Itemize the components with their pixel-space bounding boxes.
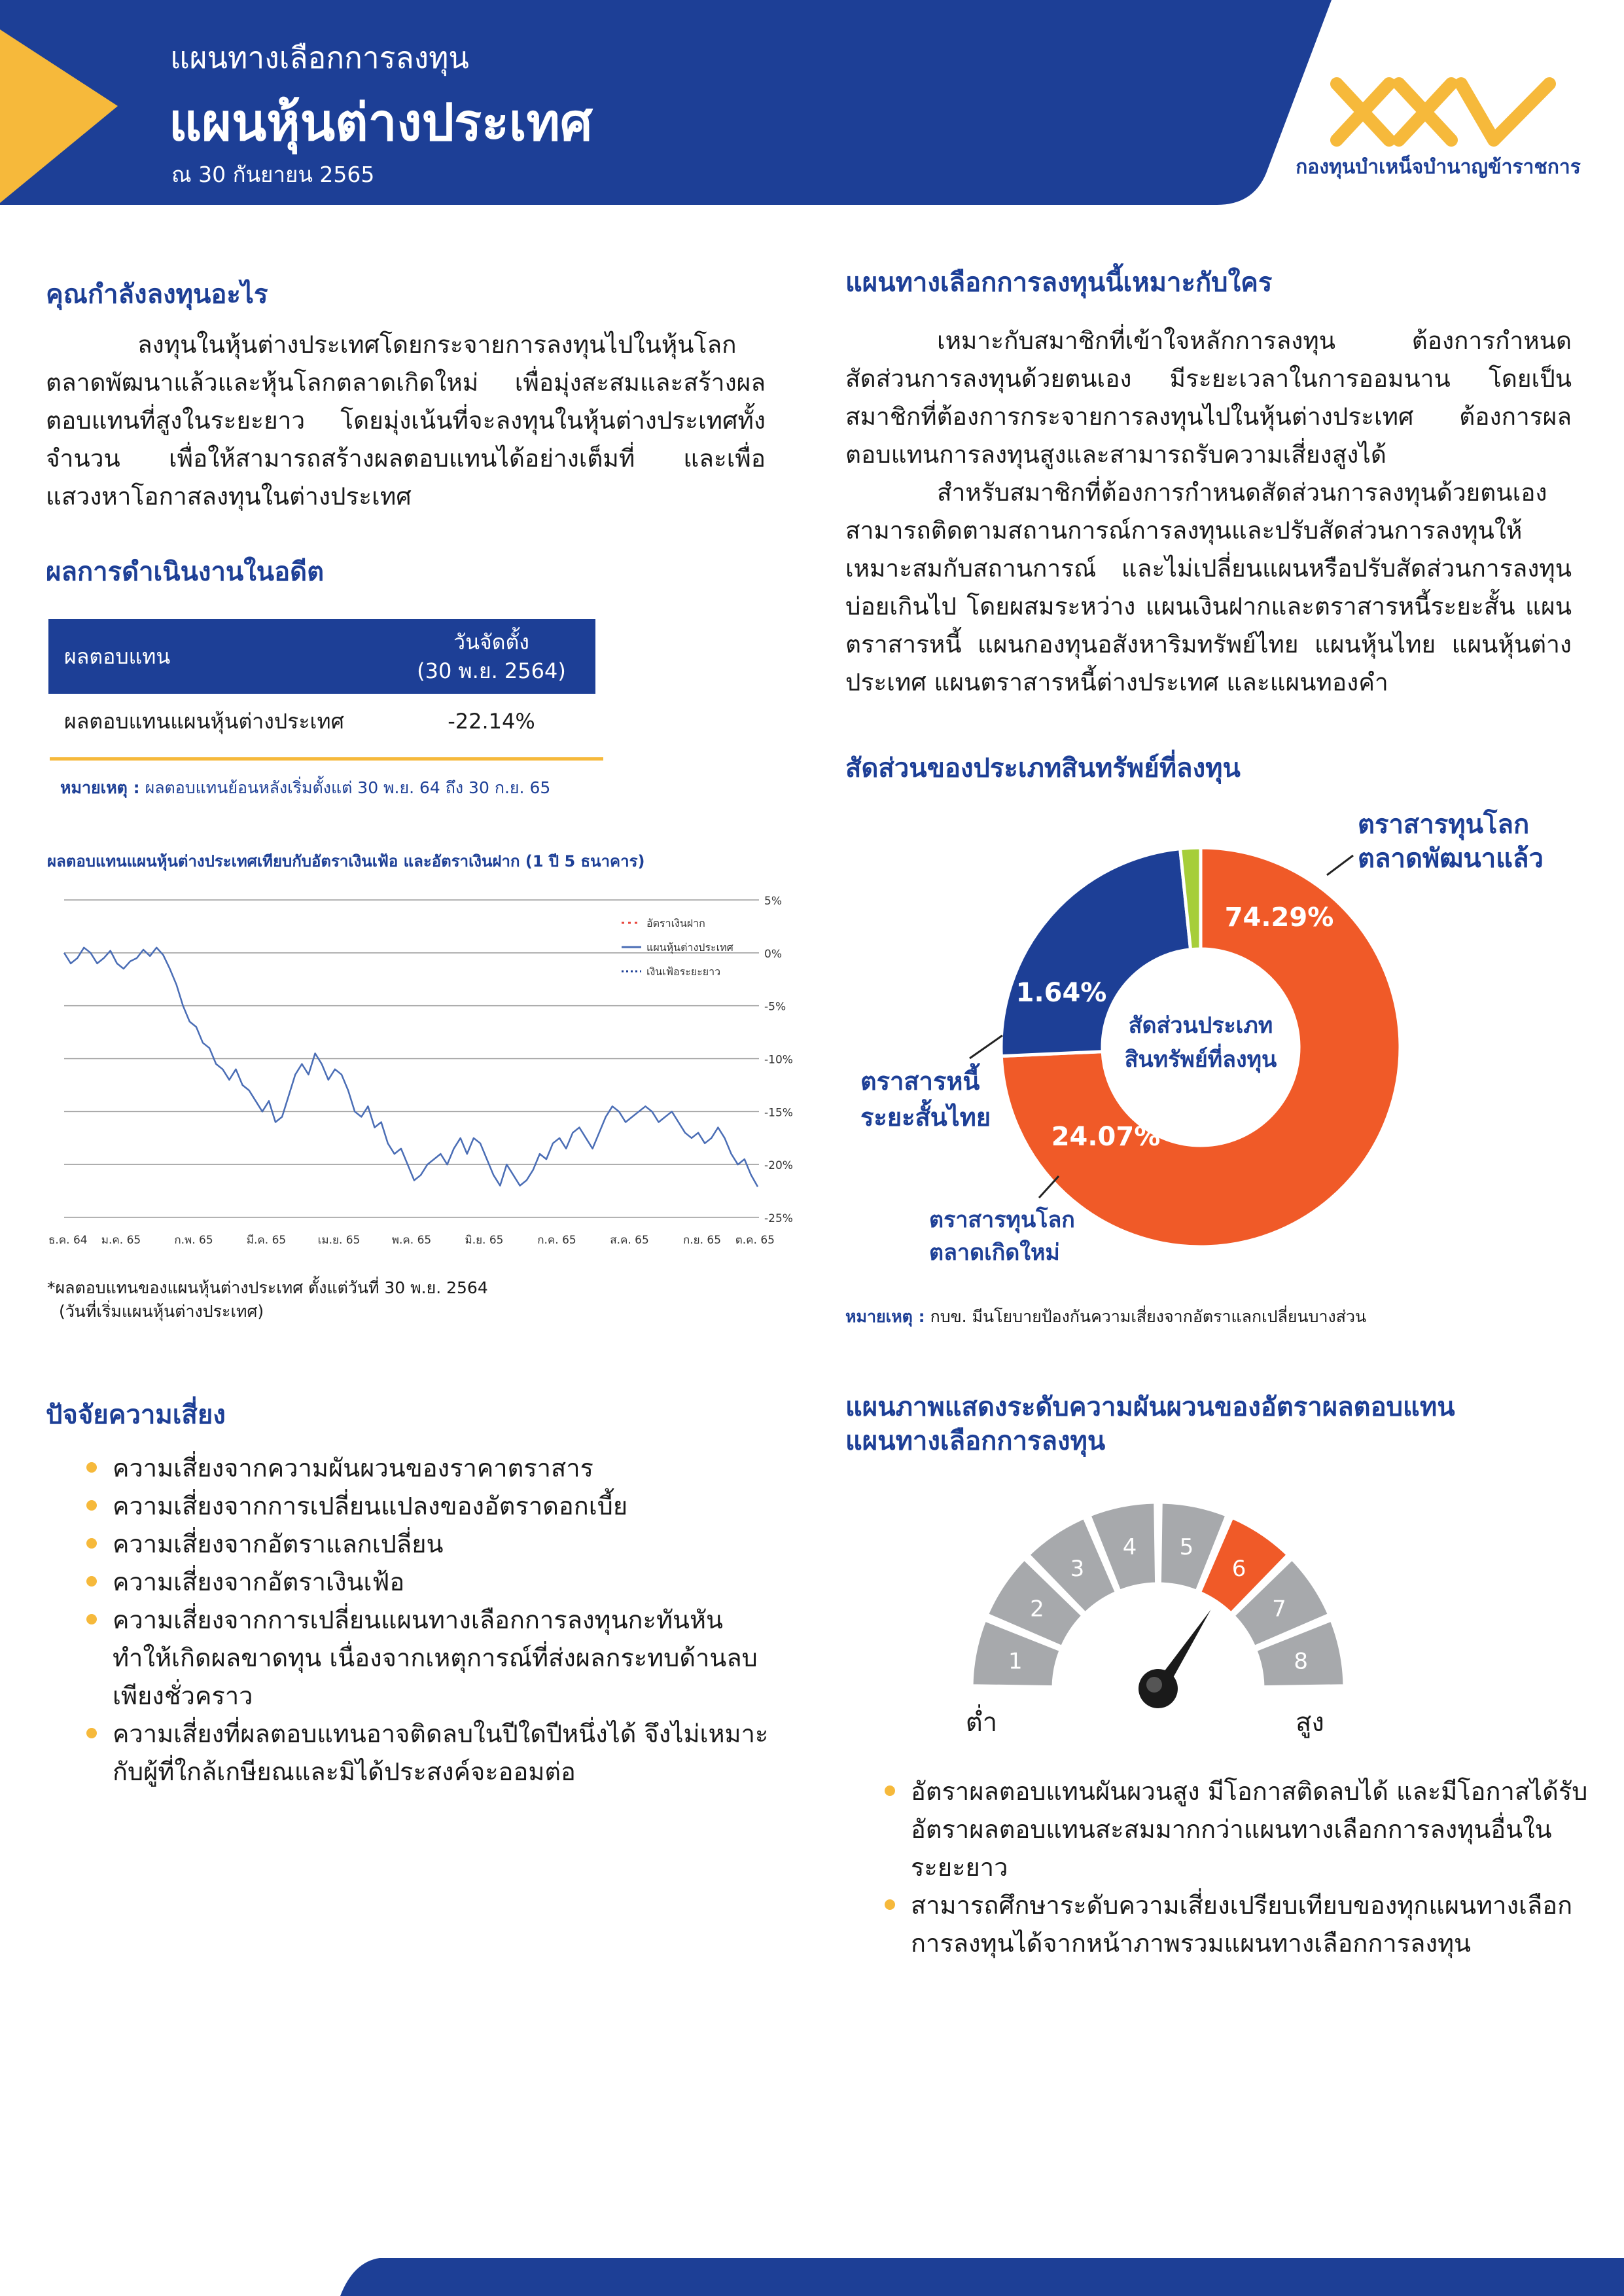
volatility-bullet-item-text: สามารถศึกษาระดับความเสี่ยงเปรียบเทียบของทุกแผนทางเลือกการลงทุนได้จากหน้าภาพรวมแผนทางเลือกการลงทุน — [911, 1891, 1573, 1958]
allocation-note — [845, 1304, 1366, 1330]
slice-category-label-line2: ระยะสั้นไทย — [860, 1103, 991, 1132]
risk-factor-item — [86, 1487, 773, 1525]
slice-percent-label: 74.29% — [1224, 903, 1334, 933]
gauge-level-label: 4 — [1122, 1534, 1137, 1560]
bullet-dot-icon — [885, 1785, 895, 1796]
risk-factor-item-text: ความเสี่ยงจากการเปลี่ยนแปลงของอัตราดอกเบี้ย — [113, 1492, 628, 1520]
risk-factor-item-text: ความเสี่ยงจากการเปลี่ยนแผนทางเลือกการลงทุนกะทันหันทำให้เกิดผลขาดทุน เนื่องจากเหตุการณ์ที่ส่งผลกระทบด้านลบเพียงชั่วคราว — [113, 1605, 758, 1710]
y-tick-label: -10% — [764, 1053, 793, 1067]
x-tick-label: ส.ค. 65 — [610, 1234, 649, 1247]
allocation-note-text: กบข. มีนโยบายป้องกันความเสี่ยงจากอัตราแลกเปลี่ยนบางส่วน — [930, 1307, 1367, 1326]
what-invest-text: ลงทุนในหุ้นต่างประเทศโดยกระจายการลงทุนไปในหุ้นโลกตลาดพัฒนาแล้วและหุ้นโลกตลาดเกิดใหม่ เพื่อมุ่งสะสมและสร้างผลตอบแทนที่สูงในระยะยาว โดยมุ่งเน้นที่จะลงทุนในหุ้นต่างประเทศทั้งจำนวน เพื่อให้สามารถสร้างผลตอบแทนได้อย่างเต็มที่ และเพื่อแสวงหาโอกาสลงทุนในต่างประเทศ — [46, 331, 766, 511]
table-row — [48, 694, 595, 749]
bullet-dot-icon — [86, 1538, 97, 1549]
chart-footnote-line1: *ผลตอบแทนของแผนหุ้นต่างประเทศ ตั้งแต่วันที่ 30 พ.ย. 2564 — [47, 1278, 488, 1297]
gauge-level-label: 7 — [1272, 1596, 1286, 1623]
risk-factor-list — [86, 1449, 773, 1791]
chart-footnote — [47, 1276, 488, 1323]
gauge-level-label: 2 — [1030, 1596, 1044, 1623]
suitable-text-2: สำหรับสมาชิกที่ต้องการกำหนดสัดส่วนการลงทุนด้วยตนเอง สามารถติดตามสถานการณ์การลงทุนและปรับสัดส่วนการลงทุนให้เหมาะสมกับสถานการณ์ และไม่เปลี่ยนแผนหรือปรับสัดส่วนการลงทุนบ่อยเกินไป โดยผสมระหว่าง แผนเงินฝากและตราสารหนี้ระยะสั้น แผนตราสารหนี้ แผนกองทุนอสังหาริมทรัพย์ไทย แผนหุ้นไทย แผนหุ้นต่างประเทศ แผนตราสารหนี้ต่างประเทศ และแผนทองคำ — [845, 478, 1572, 696]
header-title: แผนหุ้นต่างประเทศ — [169, 94, 593, 152]
col-header-inception-line1: วันจัดตั้ง — [453, 630, 529, 655]
risk-factor-item-text: ความเสี่ยงจากอัตราแลกเปลี่ยน — [113, 1530, 444, 1558]
section-title-allocation: สัดส่วนของประเภทสินทรัพย์ที่ลงทุน — [845, 753, 1241, 783]
section-title-volatility — [845, 1390, 1455, 1458]
gauge-level-label: 6 — [1231, 1555, 1246, 1582]
gauge-level-label: 5 — [1179, 1534, 1194, 1560]
x-tick-label: ก.ค. 65 — [537, 1234, 576, 1247]
volatility-title-line2: แผนทางเลือกการลงทุน — [845, 1426, 1106, 1456]
slice-category-label-line1: ตราสารหนี้ — [860, 1067, 980, 1096]
suitable-text-1: เหมาะกับสมาชิกที่เข้าใจหลักการลงทุน ต้องการกำหนดสัดส่วนการลงทุนด้วยตนเอง มีระยะเวลาในการออมนาน โดยเป็นสมาชิกที่ต้องการกระจายการลงทุนไปในหุ้นต่างประเทศ ต้องการผลตอบแทนการลงทุนสูงและสามารถรับความเสี่ยงสูงได้ — [845, 327, 1572, 469]
y-tick-label: 0% — [764, 947, 782, 961]
header-subtitle: แผนทางเลือกการลงทุน — [170, 40, 469, 75]
footer-band-shape — [340, 2258, 1624, 2296]
x-tick-label: ม.ค. 65 — [101, 1234, 141, 1247]
footer-band — [0, 2258, 1624, 2296]
risk-factor-item — [86, 1449, 773, 1487]
performance-note-text: ผลตอบแทนย้อนหลังเริ่มตั้งแต่ 30 พ.ย. 64 ถึง 30 ก.ย. 65 — [145, 778, 551, 797]
slice-category-label-line1: ตราสารทุนโลก — [1358, 810, 1530, 840]
risk-factor-item-text: ความเสี่ยงจากความผันผวนของราคาตราสาร — [113, 1454, 593, 1482]
y-tick-label: 5% — [764, 895, 782, 908]
allocation-note-label: หมายเหตุ : — [845, 1307, 925, 1326]
gauge-needle-hub-highlight — [1146, 1677, 1162, 1693]
bullet-dot-icon — [885, 1899, 895, 1910]
legend-label: อัตราเงินฝาก — [646, 917, 705, 929]
volatility-bullet-item — [885, 1772, 1598, 1886]
x-tick-label: ก.พ. 65 — [174, 1234, 213, 1247]
suitable-paragraph-2 — [845, 474, 1572, 702]
leader-line — [1327, 855, 1353, 875]
donut-center-label-line2: สินทรัพย์ที่ลงทุน — [1124, 1047, 1277, 1073]
bullet-dot-icon — [86, 1728, 97, 1738]
volatility-title-line1: แผนภาพแสดงระดับความผันผวนของอัตราผลตอบแทน — [845, 1392, 1455, 1422]
legend-label: แผนหุ้นต่างประเทศ — [646, 941, 733, 954]
volatility-bullet-list — [885, 1772, 1598, 1962]
performance-note-label: หมายเหตุ : — [60, 778, 140, 797]
risk-factor-item — [86, 1715, 773, 1791]
slice-category-label-line2: ตลาดพัฒนาแล้ว — [1358, 844, 1544, 874]
table-divider — [50, 757, 603, 761]
section-title-past-performance: ผลการดำเนินงานในอดีต — [46, 557, 325, 587]
risk-factor-item — [86, 1601, 773, 1715]
bullet-dot-icon — [86, 1462, 97, 1473]
col-header-inception — [387, 619, 595, 694]
volatility-bullet-item — [885, 1886, 1598, 1962]
risk-factor-item-text: ความเสี่ยงที่ผลตอบแทนอาจติดลบในปีใดปีหนึ่งได้ จึงไม่เหมาะกับผู้ที่ใกล้เกษียณและมิได้ประสงค์จะออมต่อ — [113, 1719, 769, 1786]
bullet-dot-icon — [86, 1614, 97, 1624]
section-title-what-invest: คุณกำลังลงทุนอะไร — [46, 279, 268, 310]
bullet-dot-icon — [86, 1500, 97, 1511]
y-tick-label: -25% — [764, 1212, 793, 1225]
section-title-risk-factors: ปัจจัยความเสี่ยง — [46, 1400, 226, 1430]
col-header-inception-line2: (30 พ.ย. 2564) — [417, 658, 566, 683]
slice-category-label-line1: ตราสารทุนโลก — [929, 1207, 1075, 1233]
row-value: -22.14% — [448, 709, 535, 734]
org-logo-icon — [1327, 76, 1562, 148]
leader-line — [1039, 1176, 1059, 1198]
gauge-level-label: 8 — [1294, 1648, 1309, 1675]
org-name: กองทุนบำเหน็จบำนาญข้าราชการ — [1296, 156, 1581, 179]
chart-footnote-line2: (วันที่เริ่มแผนหุ้นต่างประเทศ) — [59, 1302, 264, 1321]
leader-line — [970, 1035, 1002, 1058]
col-header-return: ผลตอบแทน — [48, 619, 387, 694]
gauge-level-label: 1 — [1008, 1648, 1023, 1675]
x-tick-label: เม.ย. 65 — [317, 1234, 361, 1247]
slice-percent-label: 24.07% — [1051, 1122, 1161, 1152]
performance-table — [48, 619, 595, 749]
line-chart-title: ผลตอบแทนแผนหุ้นต่างประเทศเทียบกับอัตราเงินเฟ้อ และอัตราเงินฝาก (1 ปี 5 ธนาคาร) — [47, 852, 645, 870]
y-tick-label: -15% — [764, 1106, 793, 1120]
y-tick-label: -5% — [764, 1000, 786, 1014]
performance-note — [60, 775, 550, 801]
bullet-dot-icon — [86, 1576, 97, 1587]
x-tick-label: ก.ย. 65 — [682, 1234, 722, 1247]
donut-center-label-line1: สัดส่วนประเภท — [1128, 1013, 1273, 1039]
header-date: ณ 30 กันยายน 2565 — [171, 162, 375, 187]
volatility-gauge — [942, 1486, 1400, 1748]
x-tick-label: มิ.ย. 65 — [465, 1234, 504, 1247]
x-tick-label: ธ.ค. 64 — [48, 1234, 88, 1247]
legend-label: เงินเฟ้อระยะยาว — [646, 965, 721, 978]
x-tick-label: มี.ค. 65 — [246, 1234, 287, 1247]
line-chart — [46, 880, 798, 1257]
volatility-bullet-item-text: อัตราผลตอบแทนผันผวนสูง มีโอกาสติดลบได้ และมีโอกาสได้รับอัตราผลตอบแทนสะสมมากกว่าแผนทางเลือกการลงทุนอื่นในระยะยาว — [911, 1777, 1588, 1882]
slice-category-label-line2: ตลาดเกิดใหม่ — [929, 1240, 1060, 1266]
section-title-suitable: แผนทางเลือกการลงทุนนี้เหมาะกับใคร — [845, 268, 1273, 298]
gauge-high-label: สูง — [1296, 1708, 1324, 1738]
row-label: ผลตอบแทนแผนหุ้นต่างประเทศ — [64, 708, 344, 734]
x-tick-label: พ.ค. 65 — [391, 1234, 432, 1247]
series-line-foreign-equity — [64, 948, 758, 1187]
risk-factor-item-text: ความเสี่ยงจากอัตราเงินเฟ้อ — [113, 1568, 405, 1596]
slice-percent-label: 1.64% — [1015, 978, 1107, 1008]
risk-factor-item — [86, 1525, 773, 1563]
y-tick-label: -20% — [764, 1159, 793, 1173]
risk-factor-item — [86, 1563, 773, 1601]
gauge-low-label: ต่ำ — [965, 1708, 998, 1738]
gauge-level-label: 3 — [1070, 1555, 1085, 1582]
suitable-paragraph-1 — [845, 322, 1572, 474]
performance-table-header — [48, 619, 595, 694]
x-tick-label: ต.ค. 65 — [735, 1234, 775, 1247]
what-invest-paragraph — [46, 326, 766, 516]
allocation-donut-chart — [851, 802, 1597, 1273]
